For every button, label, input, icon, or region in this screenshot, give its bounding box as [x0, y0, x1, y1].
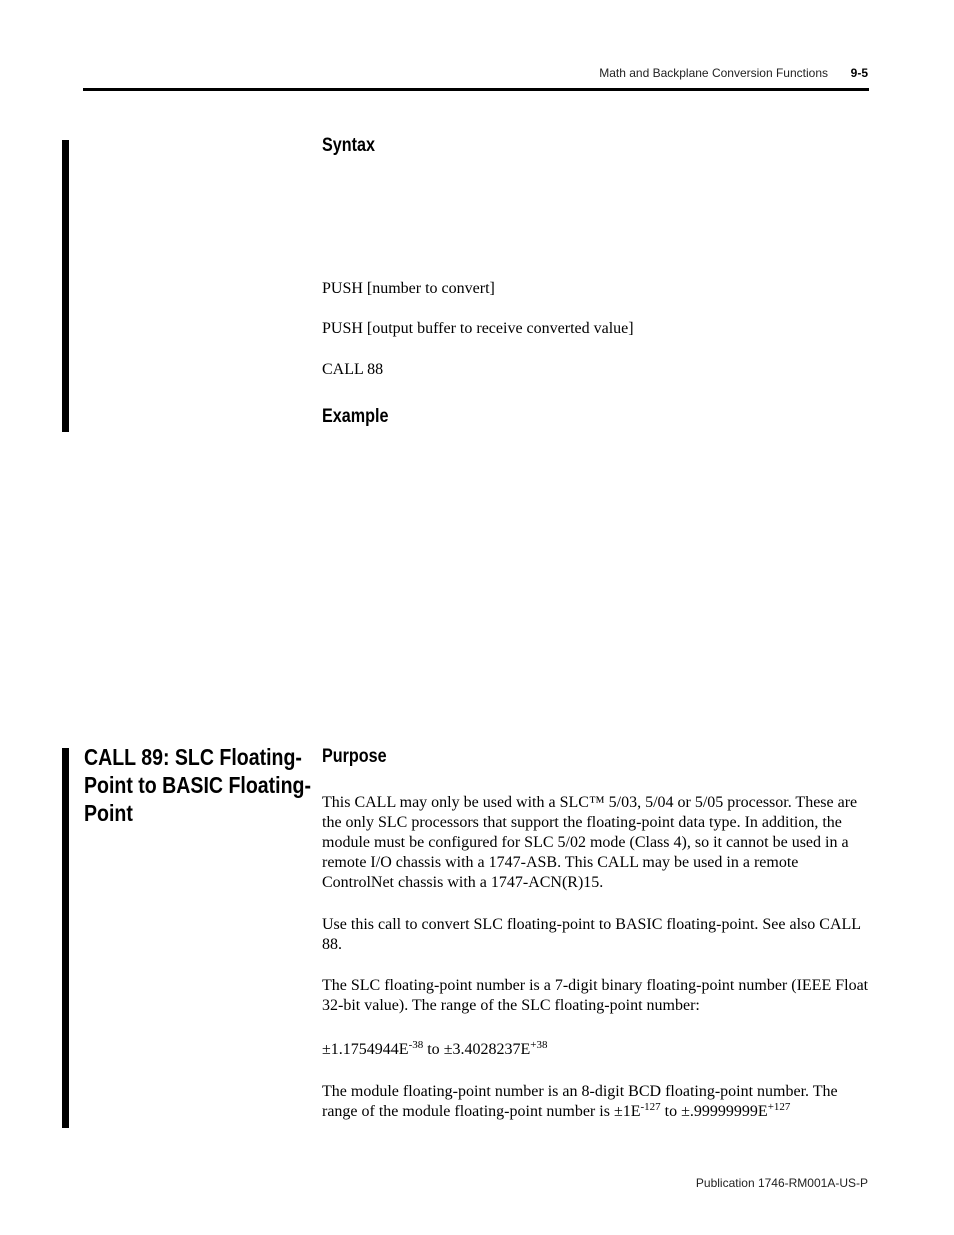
- syntax-heading: Syntax: [322, 135, 375, 156]
- purpose-paragraph-2: Use this call to convert SLC floating-point to BASIC floating-point. See also CALL 88.: [322, 916, 861, 953]
- header-section-title: Math and Backplane Conversion Functions: [599, 66, 828, 80]
- change-bar: [62, 748, 69, 1128]
- module-range-min-exponent: -127: [640, 1101, 661, 1113]
- footer-publication: Publication 1746-RM001A-US-P: [695, 1176, 868, 1190]
- header-rule: [83, 88, 869, 91]
- change-bar: [62, 140, 69, 432]
- syntax-line: PUSH [output buffer to receive converted value]: [322, 320, 634, 337]
- header-page-number: 9-5: [850, 66, 868, 80]
- syntax-line: PUSH [number to convert]: [322, 280, 495, 297]
- module-range-max: ±.99999999E: [681, 1103, 768, 1120]
- purpose-paragraph-1: This CALL may only be used with a SLC™ 5/03, 5/04 or 5/05 processor. These are the only SLC processors that support the floating-point data type. In addition, the module must be configured for SLC 5/02 mode (Class 4), so it cannot be used in a remote I/O chassis with a 1747-ASB. This CALL may be used in a remote ControlNet chassis with a 1747-ACN(R)15.: [322, 794, 858, 891]
- purpose-heading: Purpose: [322, 746, 387, 767]
- slc-range-min: ±1.1754944E: [322, 1041, 409, 1058]
- module-range-min: ±1E: [613, 1103, 641, 1120]
- slc-range-max: ±3.4028237E: [443, 1041, 531, 1058]
- purpose-paragraph-4: [322, 1082, 870, 1122]
- syntax-line: CALL 88: [322, 361, 384, 378]
- purpose-paragraph-3: The SLC floating-point number is a 7-digit binary floating-point number (IEEE Float 32-bit value). The range of the SLC floating-point number:: [322, 977, 869, 1014]
- slc-range-max-exponent: +38: [530, 1039, 548, 1051]
- module-range-max-exponent: +127: [767, 1101, 791, 1113]
- module-range-separator: to: [660, 1103, 682, 1120]
- call89-title: CALL 89: SLC Floating-Point to BASIC Floating-Point: [84, 744, 311, 826]
- example-heading: Example: [322, 406, 389, 427]
- slc-range-line: [322, 1040, 870, 1060]
- slc-range-min-exponent: -38: [408, 1039, 424, 1051]
- slc-range-separator: to: [423, 1041, 444, 1058]
- module-range-text: The module floating-point number is an 8-digit BCD floating-point number. The range of the module floating-point number is: [322, 1083, 838, 1120]
